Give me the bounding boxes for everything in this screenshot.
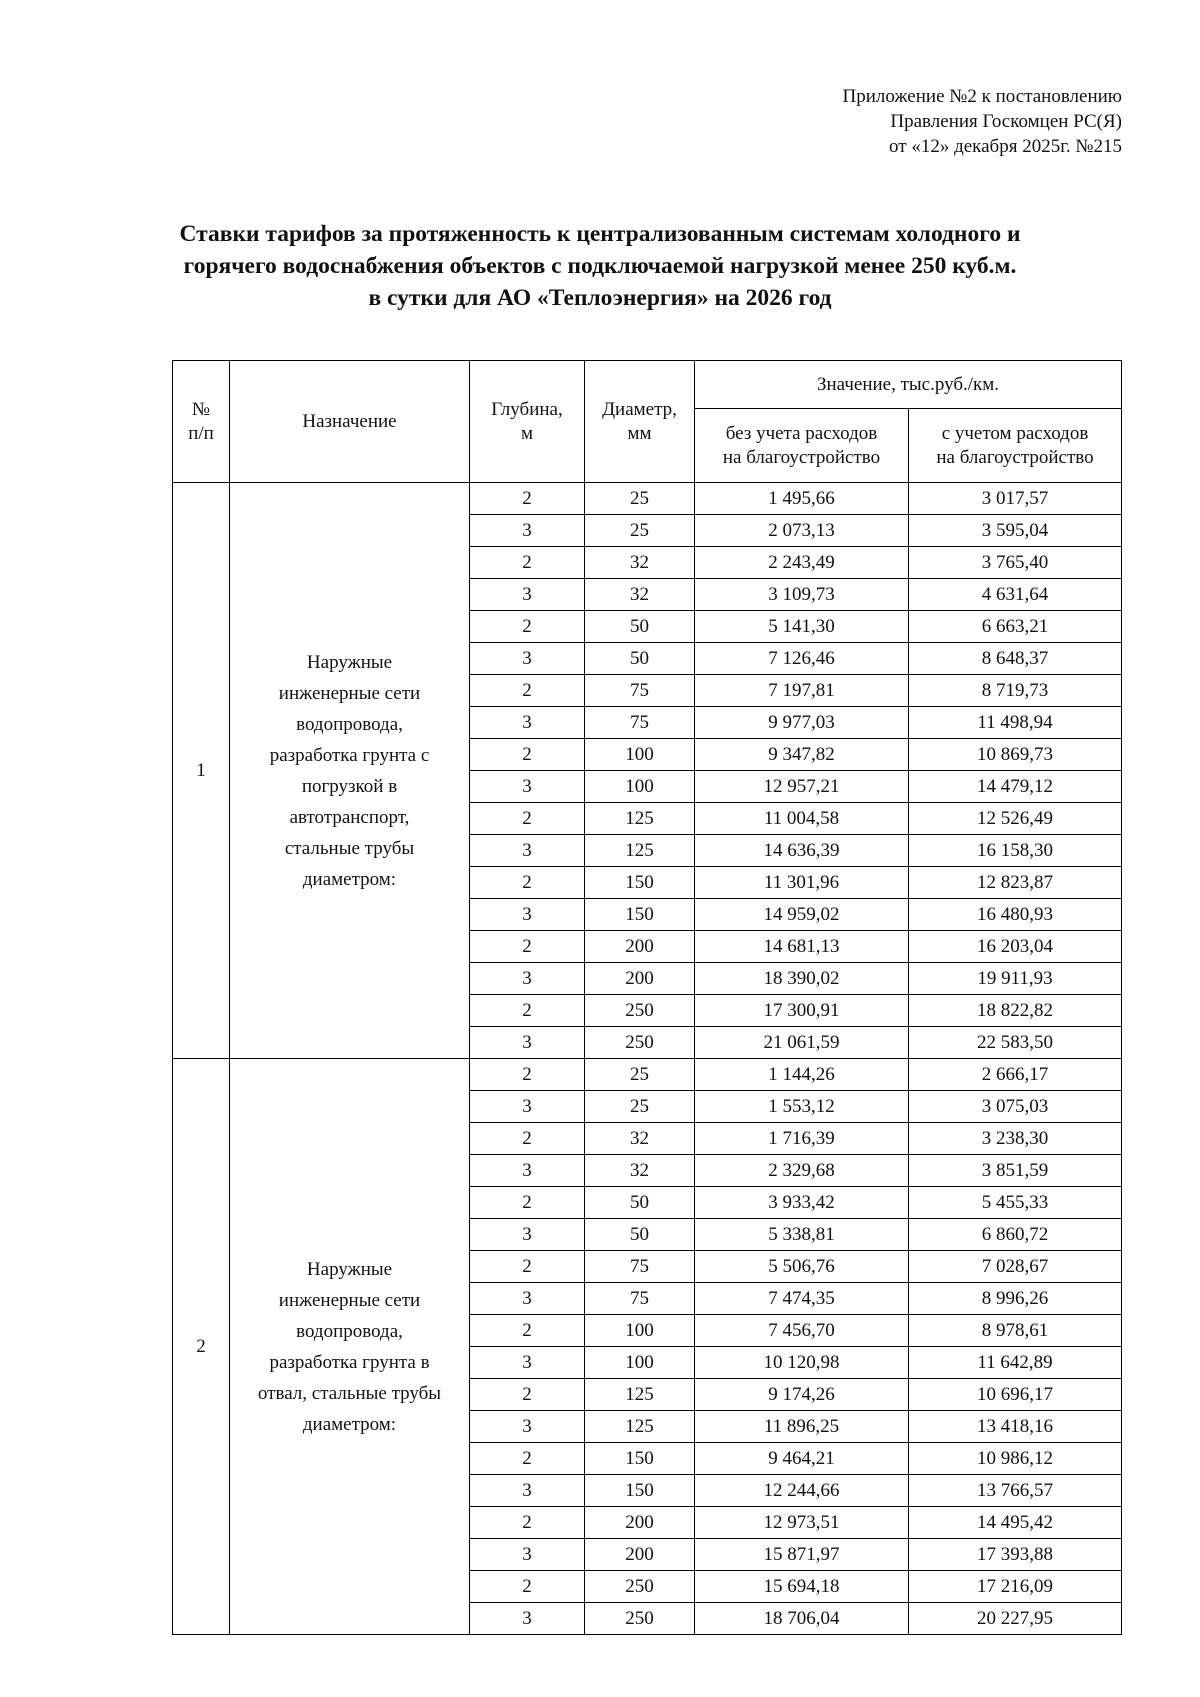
cell-diameter: 75 (585, 1251, 695, 1283)
cell-depth: 2 (470, 611, 585, 643)
cell-without: 9 977,03 (695, 707, 909, 739)
cell-depth: 3 (470, 771, 585, 803)
cell-without: 17 300,91 (695, 995, 909, 1027)
cell-with: 8 996,26 (909, 1283, 1122, 1315)
cell-with: 3 075,03 (909, 1091, 1122, 1123)
cell-with: 11 498,94 (909, 707, 1122, 739)
cell-depth: 3 (470, 899, 585, 931)
cell-depth: 2 (470, 739, 585, 771)
cell-diameter: 50 (585, 643, 695, 675)
cell-without: 21 061,59 (695, 1027, 909, 1059)
cell-with: 4 631,64 (909, 579, 1122, 611)
group-number: 2 (173, 1059, 230, 1635)
cell-with: 16 480,93 (909, 899, 1122, 931)
cell-diameter: 50 (585, 611, 695, 643)
cell-depth: 2 (470, 867, 585, 899)
cell-depth: 2 (470, 1187, 585, 1219)
cell-with: 12 823,87 (909, 867, 1122, 899)
cell-diameter: 250 (585, 1027, 695, 1059)
cell-diameter: 125 (585, 1379, 695, 1411)
cell-without: 9 347,82 (695, 739, 909, 771)
cell-with: 14 495,42 (909, 1507, 1122, 1539)
cell-depth: 2 (470, 803, 585, 835)
cell-diameter: 32 (585, 547, 695, 579)
cell-diameter: 150 (585, 899, 695, 931)
cell-depth: 3 (470, 1027, 585, 1059)
cell-with: 10 986,12 (909, 1443, 1122, 1475)
table-row (173, 1059, 1122, 1091)
cell-diameter: 250 (585, 1571, 695, 1603)
cell-diameter: 100 (585, 1347, 695, 1379)
cell-without: 11 004,58 (695, 803, 909, 835)
header-with-improvement: с учетом расходов на благоустройство (909, 409, 1122, 483)
cell-depth: 3 (470, 643, 585, 675)
cell-with: 13 418,16 (909, 1411, 1122, 1443)
cell-with: 10 869,73 (909, 739, 1122, 771)
cell-with: 19 911,93 (909, 963, 1122, 995)
cell-diameter: 25 (585, 483, 695, 515)
cell-without: 9 464,21 (695, 1443, 909, 1475)
cell-depth: 2 (470, 1507, 585, 1539)
cell-with: 6 663,21 (909, 611, 1122, 643)
cell-with: 20 227,95 (909, 1603, 1122, 1635)
cell-depth: 2 (470, 1571, 585, 1603)
cell-without: 7 474,35 (695, 1283, 909, 1315)
cell-diameter: 100 (585, 739, 695, 771)
document-title (120, 218, 1080, 314)
cell-depth: 3 (470, 963, 585, 995)
cell-without: 7 456,70 (695, 1315, 909, 1347)
table-header (173, 361, 1122, 483)
cell-depth: 3 (470, 1539, 585, 1571)
cell-with: 5 455,33 (909, 1187, 1122, 1219)
cell-without: 12 957,21 (695, 771, 909, 803)
cell-with: 3 851,59 (909, 1155, 1122, 1187)
cell-with: 8 648,37 (909, 643, 1122, 675)
cell-with: 17 393,88 (909, 1539, 1122, 1571)
cell-depth: 3 (470, 1155, 585, 1187)
cell-without: 5 506,76 (695, 1251, 909, 1283)
cell-diameter: 25 (585, 1091, 695, 1123)
header-purpose: Назначение (230, 361, 470, 483)
cell-without: 2 329,68 (695, 1155, 909, 1187)
cell-diameter: 25 (585, 515, 695, 547)
cell-diameter: 32 (585, 1123, 695, 1155)
tariff-table (172, 360, 1122, 1635)
cell-depth: 3 (470, 835, 585, 867)
cell-depth: 2 (470, 483, 585, 515)
cell-diameter: 125 (585, 803, 695, 835)
cell-with: 2 666,17 (909, 1059, 1122, 1091)
cell-depth: 3 (470, 707, 585, 739)
cell-diameter: 25 (585, 1059, 695, 1091)
cell-diameter: 125 (585, 835, 695, 867)
cell-depth: 2 (470, 1315, 585, 1347)
cell-without: 1 495,66 (695, 483, 909, 515)
table-row (173, 483, 1122, 515)
appendix-line-3: от «12» декабря 2025г. №215 (889, 136, 1122, 157)
cell-without: 2 073,13 (695, 515, 909, 547)
cell-depth: 3 (470, 1219, 585, 1251)
appendix-line-2: Правления Госкомцен РС(Я) (890, 111, 1122, 132)
cell-diameter: 250 (585, 995, 695, 1027)
cell-with: 13 766,57 (909, 1475, 1122, 1507)
title-line-1: Ставки тарифов за протяженность к централизованным системам холодного и (179, 221, 1021, 247)
cell-diameter: 75 (585, 707, 695, 739)
cell-depth: 2 (470, 1059, 585, 1091)
header-without-improvement: без учета расходов на благоустройство (695, 409, 909, 483)
cell-diameter: 32 (585, 1155, 695, 1187)
cell-with: 8 719,73 (909, 675, 1122, 707)
cell-depth: 3 (470, 515, 585, 547)
cell-diameter: 150 (585, 867, 695, 899)
cell-with: 3 765,40 (909, 547, 1122, 579)
cell-without: 1 144,26 (695, 1059, 909, 1091)
cell-diameter: 200 (585, 931, 695, 963)
cell-depth: 3 (470, 1347, 585, 1379)
cell-depth: 3 (470, 579, 585, 611)
header-value: Значение, тыс.руб./км. (695, 361, 1122, 409)
cell-without: 18 706,04 (695, 1603, 909, 1635)
cell-without: 12 973,51 (695, 1507, 909, 1539)
cell-without: 1 716,39 (695, 1123, 909, 1155)
cell-depth: 2 (470, 931, 585, 963)
cell-depth: 3 (470, 1411, 585, 1443)
cell-depth: 3 (470, 1283, 585, 1315)
cell-with: 22 583,50 (909, 1027, 1122, 1059)
cell-diameter: 125 (585, 1411, 695, 1443)
cell-diameter: 200 (585, 1507, 695, 1539)
cell-with: 16 158,30 (909, 835, 1122, 867)
cell-without: 15 871,97 (695, 1539, 909, 1571)
cell-diameter: 100 (585, 1315, 695, 1347)
cell-depth: 3 (470, 1475, 585, 1507)
cell-with: 8 978,61 (909, 1315, 1122, 1347)
cell-without: 10 120,98 (695, 1347, 909, 1379)
cell-without: 9 174,26 (695, 1379, 909, 1411)
cell-without: 14 636,39 (695, 835, 909, 867)
cell-with: 11 642,89 (909, 1347, 1122, 1379)
cell-without: 18 390,02 (695, 963, 909, 995)
cell-diameter: 50 (585, 1187, 695, 1219)
cell-without: 3 109,73 (695, 579, 909, 611)
cell-diameter: 75 (585, 675, 695, 707)
cell-diameter: 200 (585, 1539, 695, 1571)
title-line-2: горячего водоснабжения объектов с подключаемой нагрузкой менее 250 куб.м. (183, 253, 1017, 279)
cell-with: 17 216,09 (909, 1571, 1122, 1603)
cell-with: 3 238,30 (909, 1123, 1122, 1155)
header-num: № п/п (173, 361, 230, 483)
cell-with: 6 860,72 (909, 1219, 1122, 1251)
cell-with: 10 696,17 (909, 1379, 1122, 1411)
appendix-note (843, 84, 1122, 159)
cell-depth: 3 (470, 1603, 585, 1635)
cell-diameter: 32 (585, 579, 695, 611)
cell-depth: 2 (470, 1251, 585, 1283)
cell-depth: 2 (470, 995, 585, 1027)
cell-depth: 2 (470, 1379, 585, 1411)
cell-diameter: 75 (585, 1283, 695, 1315)
cell-without: 7 126,46 (695, 643, 909, 675)
cell-with: 14 479,12 (909, 771, 1122, 803)
group-purpose: Наружные инженерные сети водопровода, разработка грунта с погрузкой в автотранспорт, стальные трубы диаметром: (230, 483, 470, 1059)
cell-without: 14 681,13 (695, 931, 909, 963)
cell-without: 11 301,96 (695, 867, 909, 899)
cell-depth: 2 (470, 1123, 585, 1155)
cell-diameter: 250 (585, 1603, 695, 1635)
cell-diameter: 50 (585, 1219, 695, 1251)
cell-diameter: 100 (585, 771, 695, 803)
cell-without: 7 197,81 (695, 675, 909, 707)
cell-without: 15 694,18 (695, 1571, 909, 1603)
cell-without: 2 243,49 (695, 547, 909, 579)
cell-without: 3 933,42 (695, 1187, 909, 1219)
cell-without: 14 959,02 (695, 899, 909, 931)
header-diameter: Диаметр, мм (585, 361, 695, 483)
group-number: 1 (173, 483, 230, 1059)
cell-diameter: 150 (585, 1443, 695, 1475)
cell-without: 12 244,66 (695, 1475, 909, 1507)
cell-diameter: 150 (585, 1475, 695, 1507)
table-body (173, 483, 1122, 1635)
cell-without: 1 553,12 (695, 1091, 909, 1123)
cell-depth: 2 (470, 675, 585, 707)
cell-with: 7 028,67 (909, 1251, 1122, 1283)
title-line-3: в сутки для АО «Теплоэнергия» на 2026 год (368, 285, 832, 311)
cell-with: 12 526,49 (909, 803, 1122, 835)
header-depth: Глубина, м (470, 361, 585, 483)
cell-with: 3 017,57 (909, 483, 1122, 515)
cell-without: 5 338,81 (695, 1219, 909, 1251)
group-purpose: Наружные инженерные сети водопровода, разработка грунта в отвал, стальные трубы диаметром: (230, 1059, 470, 1635)
cell-without: 11 896,25 (695, 1411, 909, 1443)
cell-with: 3 595,04 (909, 515, 1122, 547)
cell-depth: 3 (470, 1091, 585, 1123)
cell-depth: 2 (470, 547, 585, 579)
cell-with: 18 822,82 (909, 995, 1122, 1027)
appendix-line-1: Приложение №2 к постановлению (842, 86, 1122, 107)
cell-depth: 2 (470, 1443, 585, 1475)
cell-diameter: 200 (585, 963, 695, 995)
cell-without: 5 141,30 (695, 611, 909, 643)
cell-with: 16 203,04 (909, 931, 1122, 963)
